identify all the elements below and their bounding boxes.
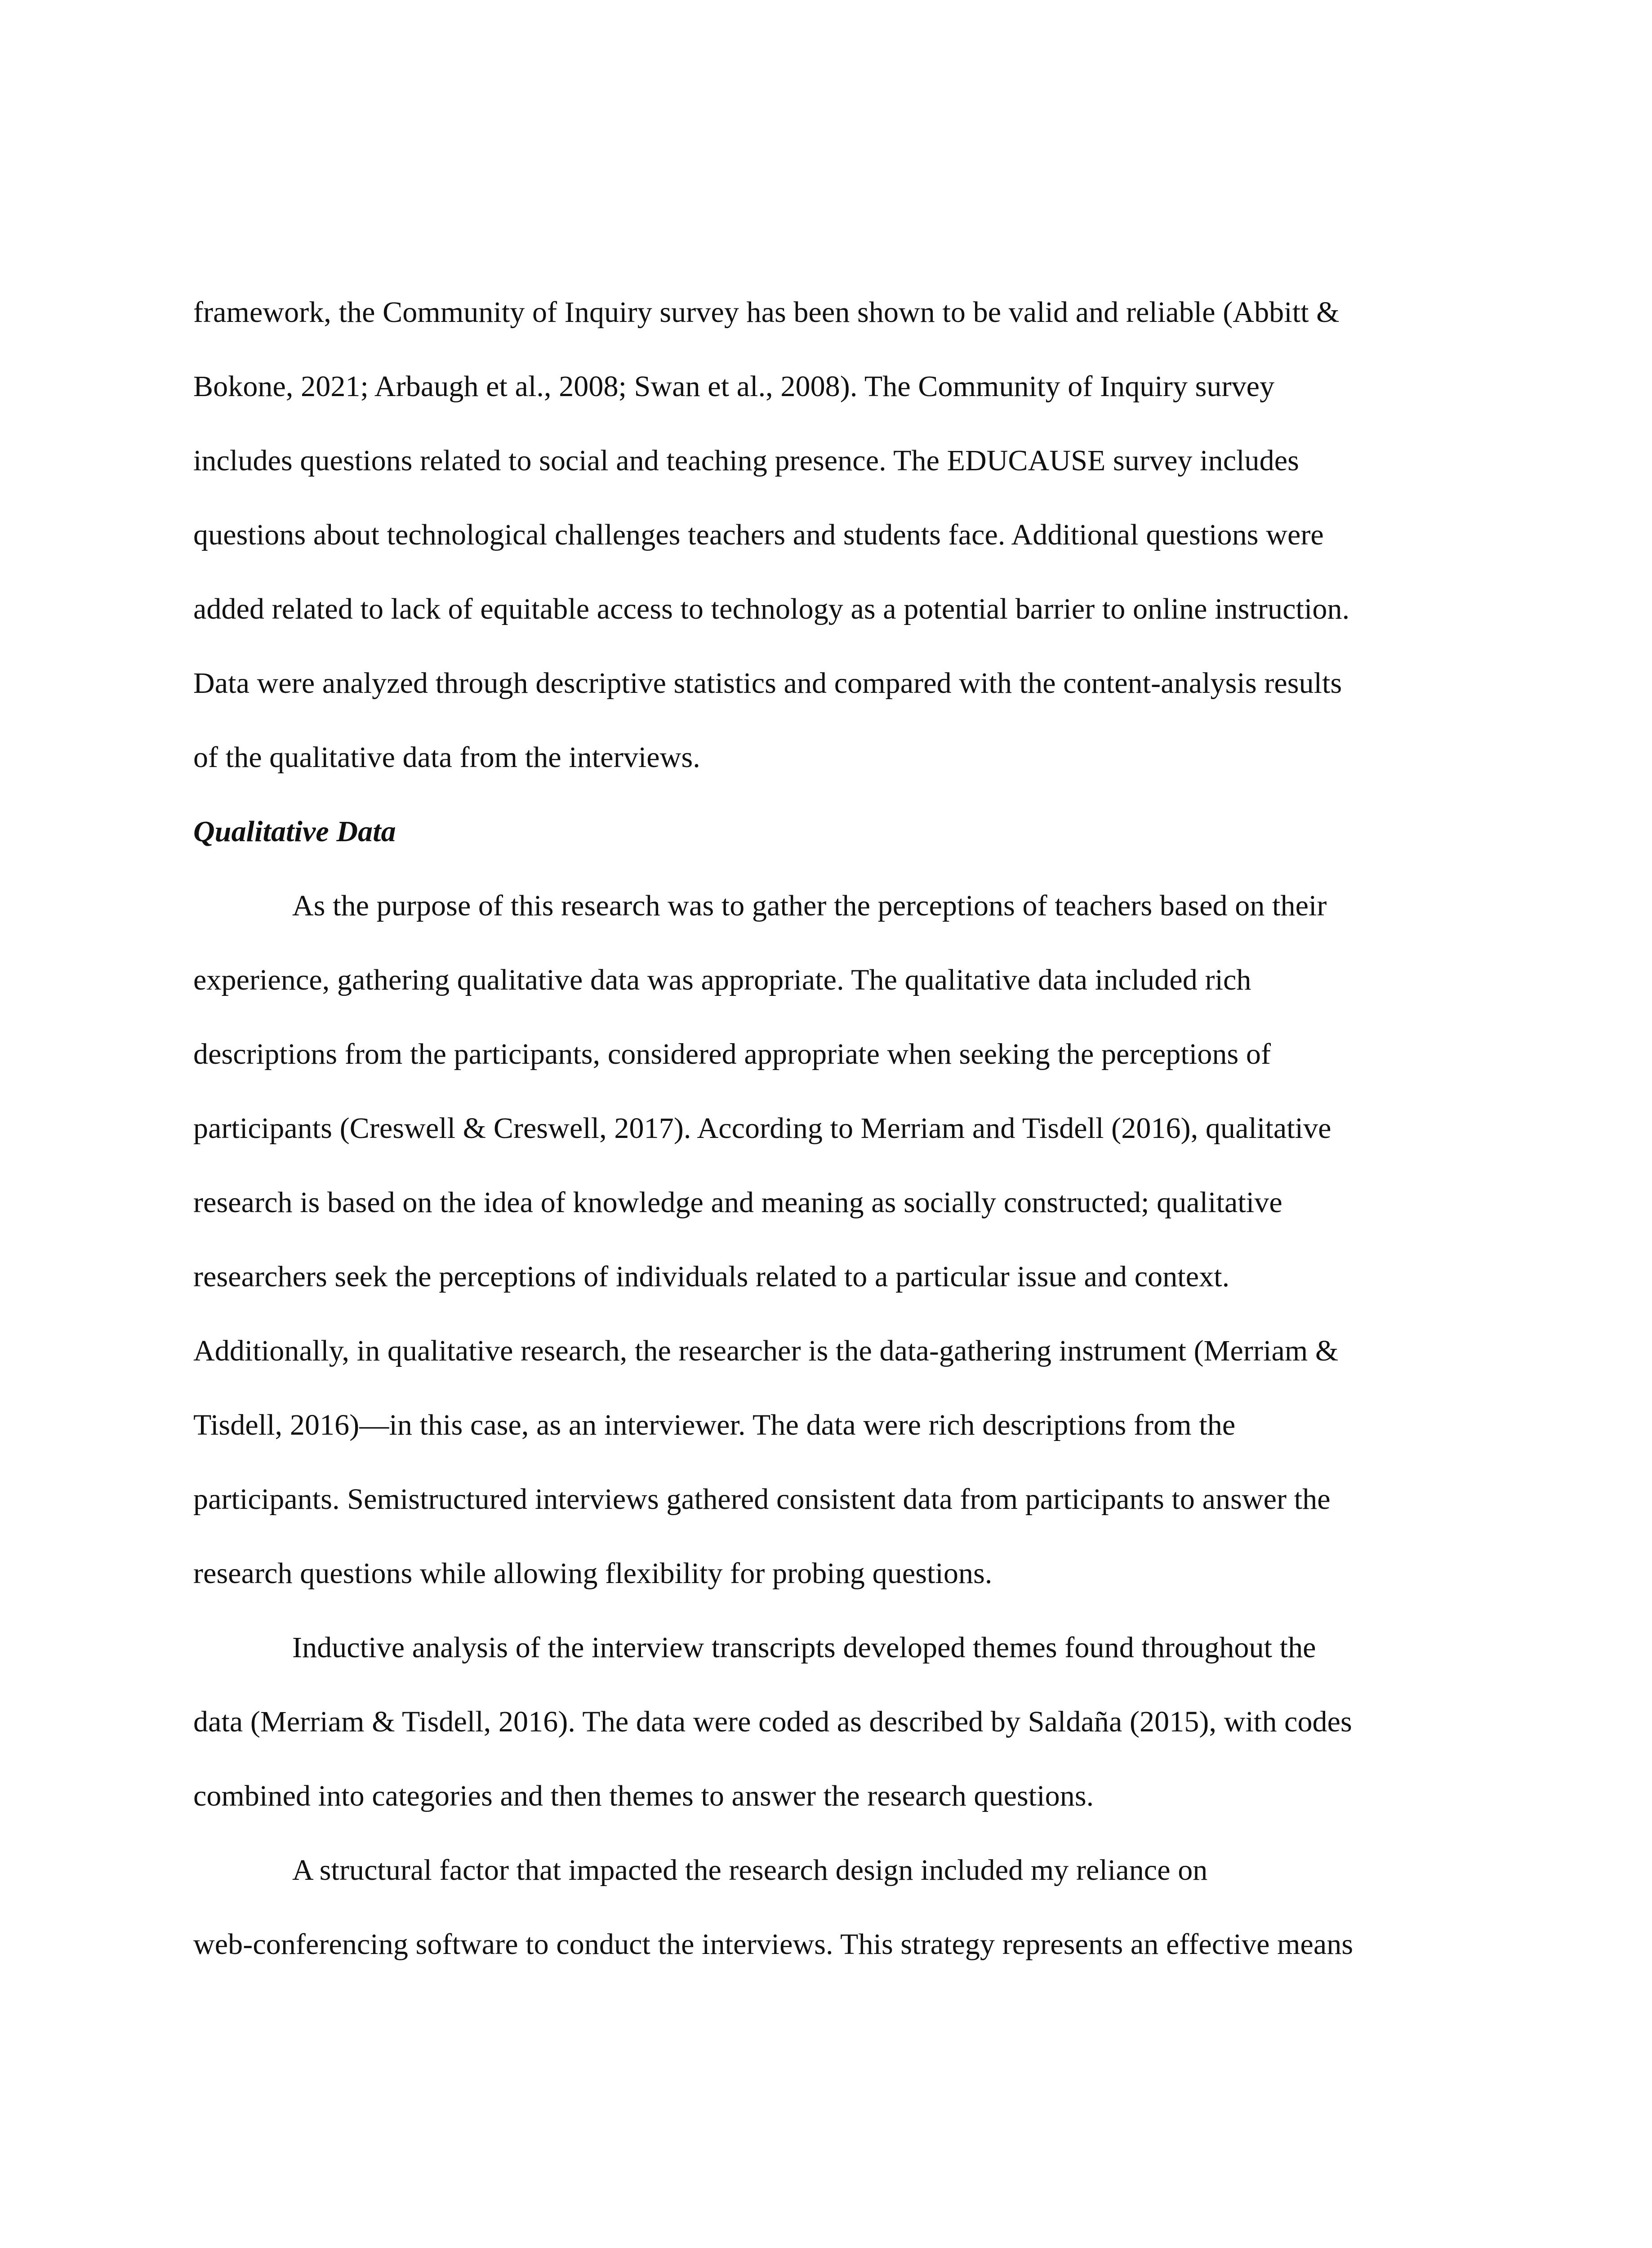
text-line: includes questions related to social and teaching presence. The EDUCAUSE survey includes [193,444,1299,477]
text-line: research questions while allowing flexibility for probing questions. [193,1557,993,1590]
text-line: of the qualitative data from the interviews. [193,741,700,774]
section-heading: Qualitative Data [193,815,396,848]
text-line: participants (Creswell & Creswell, 2017). According to Merriam and Tisdell (2016), qualitative [193,1112,1331,1145]
text-line: Data were analyzed through descriptive statistics and compared with the content-analysis results [193,667,1342,700]
text-line: questions about technological challenges teachers and students face. Additional questions were [193,518,1324,551]
paragraph-first-line: As the purpose of this research was to gather the perceptions of teachers based on their [292,889,1327,922]
text-line: descriptions from the participants, considered appropriate when seeking the perceptions of [193,1038,1271,1070]
text-line: researchers seek the perceptions of individuals related to a particular issue and context. [193,1260,1230,1293]
text-line: research is based on the idea of knowledge and meaning as socially constructed; qualitative [193,1186,1282,1219]
text-line: Additionally, in qualitative research, the researcher is the data-gathering instrument (Merriam & [193,1334,1339,1367]
text-line: web-conferencing software to conduct the interviews. This strategy represents an effective means [193,1928,1354,1961]
paragraph-first-line: Inductive analysis of the interview transcripts developed themes found throughout the [292,1631,1316,1664]
text-line: added related to lack of equitable access to technology as a potential barrier to online instruction. [193,593,1350,625]
text-line: participants. Semistructured interviews gathered consistent data from participants to answer the [193,1483,1331,1516]
text-line: data (Merriam & Tisdell, 2016). The data were coded as described by Saldaña (2015), with codes [193,1705,1352,1738]
text-line: framework, the Community of Inquiry survey has been shown to be valid and reliable (Abbitt & [193,296,1340,329]
text-line: Tisdell, 2016)—in this case, as an interviewer. The data were rich descriptions from the [193,1409,1236,1441]
paragraph-first-line: A structural factor that impacted the research design included my reliance on [292,1854,1208,1887]
text-line: Bokone, 2021; Arbaugh et al., 2008; Swan et al., 2008). The Community of Inquiry survey [193,370,1275,403]
text-line: combined into categories and then themes to answer the research questions. [193,1780,1094,1812]
text-line: experience, gathering qualitative data was appropriate. The qualitative data included rich [193,963,1251,996]
